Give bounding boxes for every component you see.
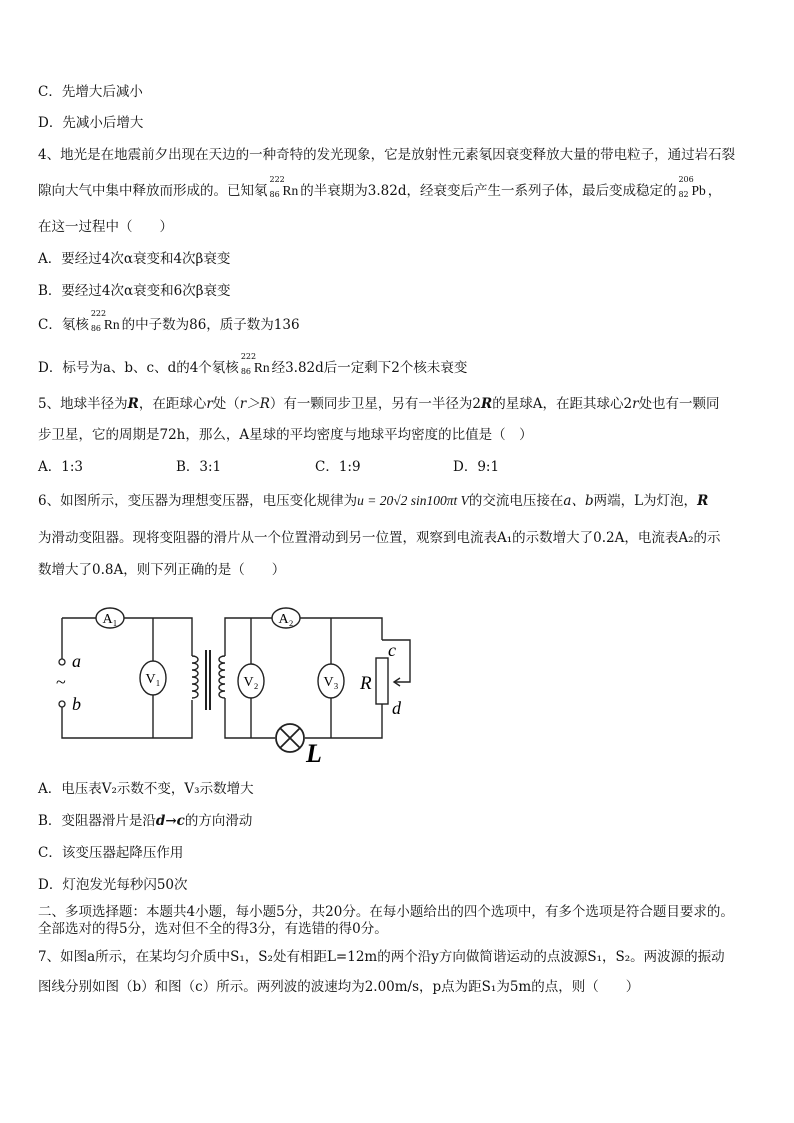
q5-var: r — [206, 396, 213, 412]
q5-var: r＞R — [239, 396, 270, 412]
q5-var: r — [632, 396, 639, 412]
q4-option-d — [38, 352, 468, 377]
q4-text: 隙向大气中集中释放而形成的。已知氡 — [38, 183, 268, 199]
nuclide-mass: 222 — [90, 309, 107, 318]
q6-b-text: B．变阻器滑片是沿 — [38, 813, 156, 829]
q6-stem-line1 — [38, 492, 708, 510]
nuclide-charge: 86 — [269, 190, 280, 199]
rheostat-icon — [376, 658, 388, 704]
q4-stem-line3: 在这一过程中（ ） — [38, 219, 173, 235]
label-d: d — [392, 698, 401, 718]
nuclide-symbol: Rn — [103, 317, 120, 332]
q6-stem-line3: 数增大了0.8A，则下列正确的是（ ） — [38, 562, 286, 578]
terminal-a-icon — [59, 659, 65, 665]
lamp-icon — [276, 724, 304, 752]
nuclide-mass: 222 — [240, 352, 257, 361]
q6-text: 6、如图所示，变压器为理想变压器，电压变化规律为 — [38, 493, 358, 509]
nuclide-charge: 82 — [678, 190, 689, 199]
nuclide-charge: 86 — [90, 324, 102, 333]
q6-var: a、b — [563, 493, 594, 509]
q5-var: R — [481, 396, 493, 412]
q5-text: 的星球A，在距其球心2 — [492, 396, 633, 412]
q5-text: ）有一颗同步卫星，另有一半径为2 — [269, 396, 482, 412]
q6-var: R — [697, 493, 709, 509]
q5-stem-line1 — [38, 395, 720, 413]
q7-stem-line1: 7、如图a所示，在某均匀介质中S₁，S₂处有相距L=12m的两个沿y方向做简谐运动的点波源S₁，S₂。两波源的振动 — [38, 949, 725, 965]
q5-text: 处也有一颗同 — [638, 396, 720, 412]
q4-d-text: 经3.82d后一定剩下2个核未衰变 — [271, 360, 468, 376]
nuclide-symbol: Rn — [282, 183, 299, 198]
q6-option-d: D．灯泡发光每秒闪50次 — [38, 877, 188, 893]
label-b: b — [72, 694, 81, 714]
q6-text: 两端，L为灯泡， — [593, 493, 698, 509]
label-tilde: ~ — [56, 672, 66, 692]
label-a: a — [72, 651, 81, 671]
q6-b-direction: d→c — [155, 813, 185, 829]
q5-option-a: A．1:3 — [38, 459, 83, 475]
q6-option-a: A．电压表V₂示数不变，V₃示数增大 — [38, 781, 254, 797]
q6-stem-line2: 为滑动变阻器。现将变阻器的滑片从一个位置滑动到另一位置，观察到电流表A₁的示数增大了0.2A，电流表A₂的示 — [38, 530, 721, 546]
label-a2: A₂ — [278, 612, 294, 627]
q4-d-text: D．标号为a、b、c、d的4个氡核 — [38, 360, 239, 376]
q5-text: 处（ — [212, 396, 240, 412]
nuclide-mass: 222 — [269, 175, 285, 184]
q4-option-a: A．要经过4次α衰变和4次β衰变 — [38, 251, 231, 267]
q5-text: 5、地球半径为 — [38, 396, 128, 412]
label-l: L — [306, 739, 322, 768]
q3-option-c: C．先增大后减小 — [38, 84, 143, 100]
section2-line1: 二、多项选择题：本题共4小题，每小题5分，共20分。在每小题给出的四个选项中，有多个选项是符合题目要求的。 — [38, 904, 734, 920]
q5-option-b: B．3:1 — [176, 459, 222, 475]
q6-option-b — [38, 812, 252, 830]
q5-var: R — [127, 396, 139, 412]
q3-option-d: D．先减小后增大 — [38, 115, 144, 131]
q6-text: 的交流电压接在 — [468, 493, 564, 509]
section2-line2: 全部选对的得5分，选对但不全的得3分，有选错的得0分。 — [38, 921, 388, 937]
voltage-formula: u = 20√2 sin100πt V — [357, 493, 469, 508]
q6-option-c: C．该变压器起降压作用 — [38, 845, 184, 861]
label-c: c — [388, 640, 396, 660]
nuclide-charge: 86 — [240, 367, 251, 376]
q5-option-d: D．9:1 — [453, 459, 500, 475]
q4-option-c — [38, 309, 300, 334]
radon-nuclide — [240, 352, 270, 377]
label-r: R — [360, 673, 372, 694]
q5-text: ，在距球心 — [138, 396, 207, 412]
label-v1: V₁ — [145, 672, 161, 687]
nuclide-mass: 206 — [678, 175, 694, 184]
q4-stem-line2 — [38, 175, 722, 200]
q4-c-text: C．氡核 — [38, 317, 89, 333]
q5-stem-line2: 步卫星，它的周期是72h，那么，A星球的平均密度与地球平均密度的比值是（ ） — [38, 427, 533, 443]
terminal-b-icon — [59, 701, 65, 707]
q4-text: 的半衰期为3.82d，经衰变后产生一系列子体，最后变成稳定的 — [300, 183, 677, 199]
q5-option-c: C．1:9 — [315, 459, 361, 475]
q6-b-text: 的方向滑动 — [184, 813, 253, 829]
nuclide-symbol: Rn — [253, 360, 270, 375]
label-v2: V₂ — [243, 675, 259, 690]
radon-nuclide — [269, 175, 299, 200]
q7-stem-line2: 图线分别如图（b）和图（c）所示。两列波的波速均为2.00m/s，p点为距S₁为5m的点，则（ ） — [38, 979, 640, 995]
lead-nuclide — [678, 175, 706, 200]
nuclide-symbol: Pb — [691, 183, 706, 198]
q4-text: ， — [707, 183, 722, 199]
circuit-diagram — [50, 600, 430, 770]
label-v3: V₃ — [323, 675, 339, 690]
q4-c-text: 的中子数为86，质子数为136 — [121, 317, 300, 333]
label-a1: A₁ — [102, 612, 118, 627]
q4-option-b: B．要经过4次α衰变和6次β衰变 — [38, 283, 231, 299]
radon-nuclide — [90, 309, 120, 334]
q4-stem-line1: 4、地光是在地震前夕出现在天边的一种奇特的发光现象，它是放射性元素氡因衰变释放大量的带电粒子，通过岩石裂 — [38, 147, 736, 163]
